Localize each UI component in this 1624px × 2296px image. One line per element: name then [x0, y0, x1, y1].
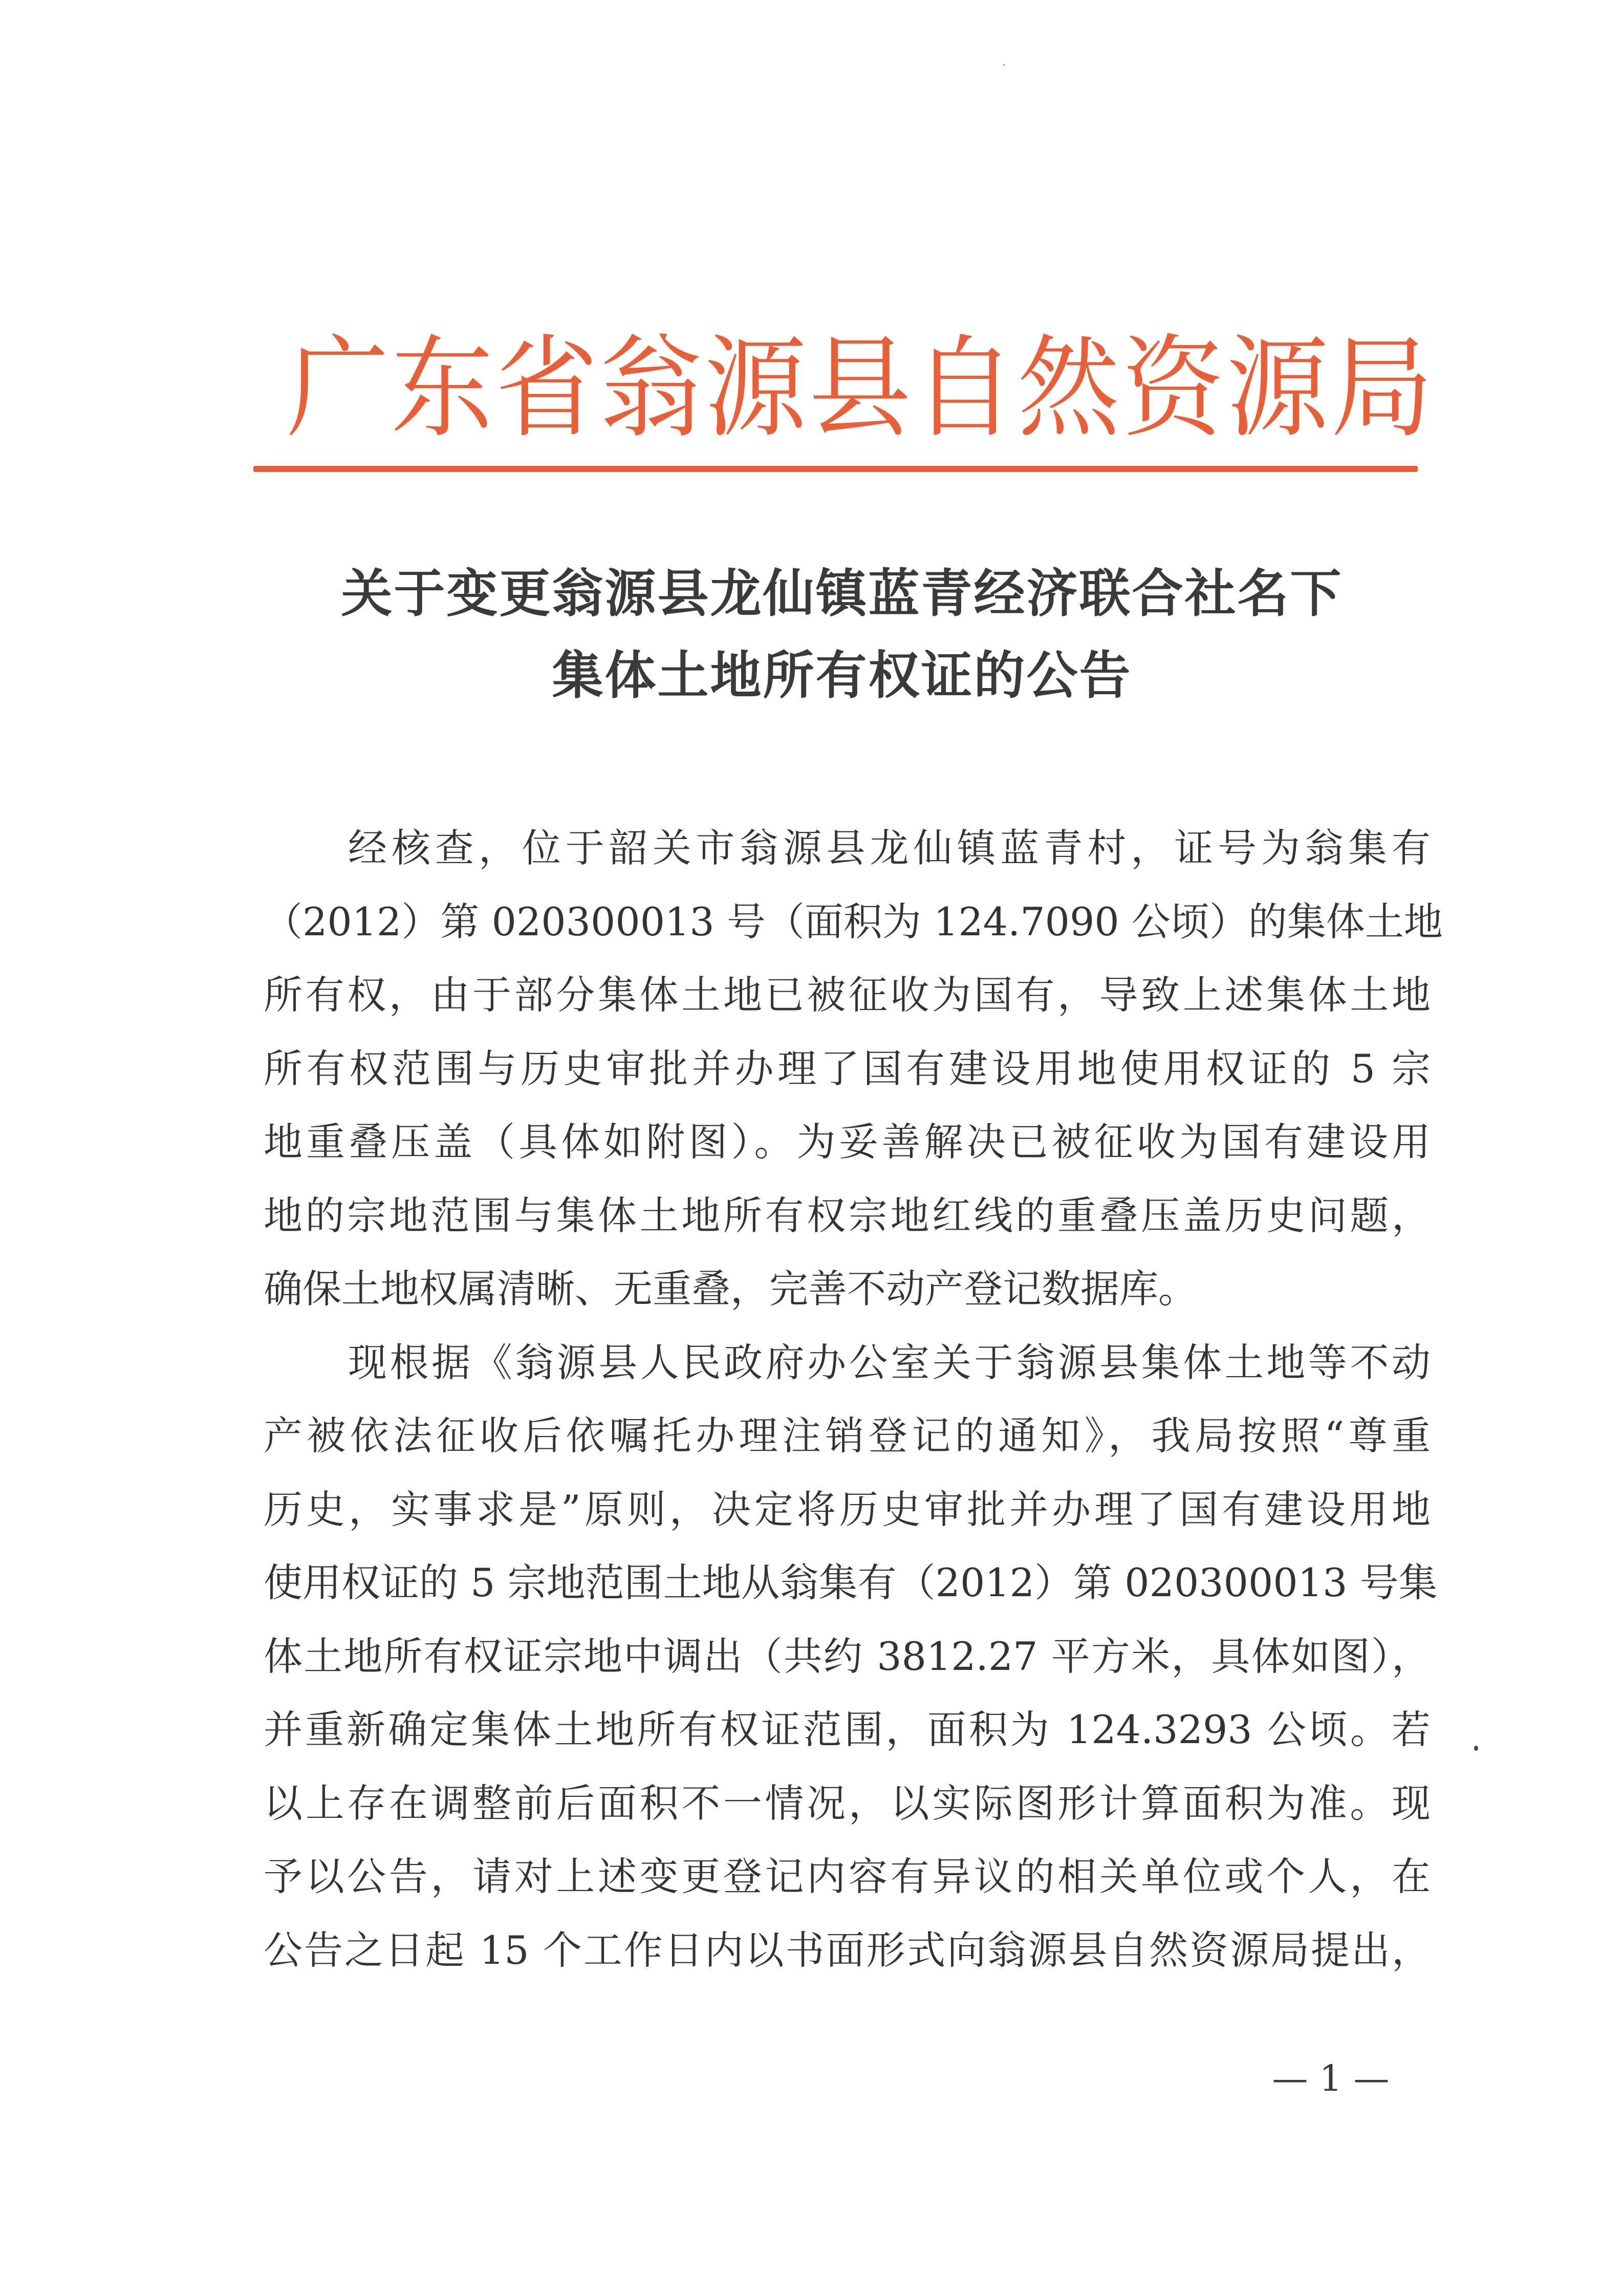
body-line: 历史，实事求是”原则，决定将历史审批并办理了国有建设用地	[264, 1486, 1431, 1532]
body-line: 经核查，位于韶关市翁源县龙仙镇蓝青村，证号为翁集有	[348, 825, 1431, 871]
notice-title-line-1: 关于变更翁源县龙仙镇蓝青经济联合社名下	[341, 564, 1343, 624]
body-line: 予以公告，请对上述变更登记内容有异议的相关单位或个人，在	[264, 1854, 1431, 1899]
notice-body	[264, 811, 1443, 1987]
body-line: 地重叠压盖（具体如附图）。为妥善解决已被征收为国有建设用	[264, 1119, 1431, 1165]
paragraph-2	[264, 1326, 1438, 1987]
body-line: （2012）第 020300013 号（面积为 124.7090 公顷）的集体土地	[264, 898, 1443, 945]
body-line: 并重新确定集体土地所有权证范围，面积为 124.3293 公顷。若	[264, 1707, 1431, 1752]
scan-speck	[1003, 64, 1005, 66]
notice-title-line-2: 集体土地所有权证的公告	[552, 646, 1132, 705]
body-line: 地的宗地范围与集体土地所有权宗地红线的重叠压盖历史问题，	[264, 1192, 1431, 1238]
body-line: 确保土地权属清晰、无重叠，完善不动产登记数据库。	[264, 1266, 1197, 1312]
body-line: 产被依法征收后依嘱托办理注销登记的通知》，我局按照“尊重	[264, 1413, 1431, 1458]
body-line: 使用权证的 5 宗地范围土地从翁集有（2012）第 020300013 号集	[264, 1560, 1438, 1605]
body-line: 以上存在调整前后面积不一情况，以实际图形计算面积为准。现	[264, 1780, 1431, 1826]
letterhead-org-name: 广东省翁源县自然资源局	[287, 324, 1436, 453]
body-line: 体土地所有权证宗地中调出（共约 3812.27 平方米，具体如图），	[264, 1633, 1431, 1679]
body-line: 所有权范围与历史审批并办理了国有建设用地使用权证的 5 宗	[264, 1045, 1431, 1091]
page-number: — 1 —	[1272, 2057, 1390, 2099]
notice-title	[246, 553, 1438, 717]
scan-speck	[1474, 1746, 1478, 1751]
paragraph-1	[264, 811, 1443, 1326]
body-line: 公告之日起 15 个工作日内以书面形式向翁源县自然资源局提出，	[264, 1927, 1431, 1973]
letterhead-red-rule	[253, 466, 1418, 472]
body-line: 所有权，由于部分集体土地已被征收为国有，导致上述集体土地	[264, 972, 1431, 1018]
body-line: 现根据《翁源县人民政府办公室关于翁源县集体土地等不动	[348, 1339, 1431, 1385]
